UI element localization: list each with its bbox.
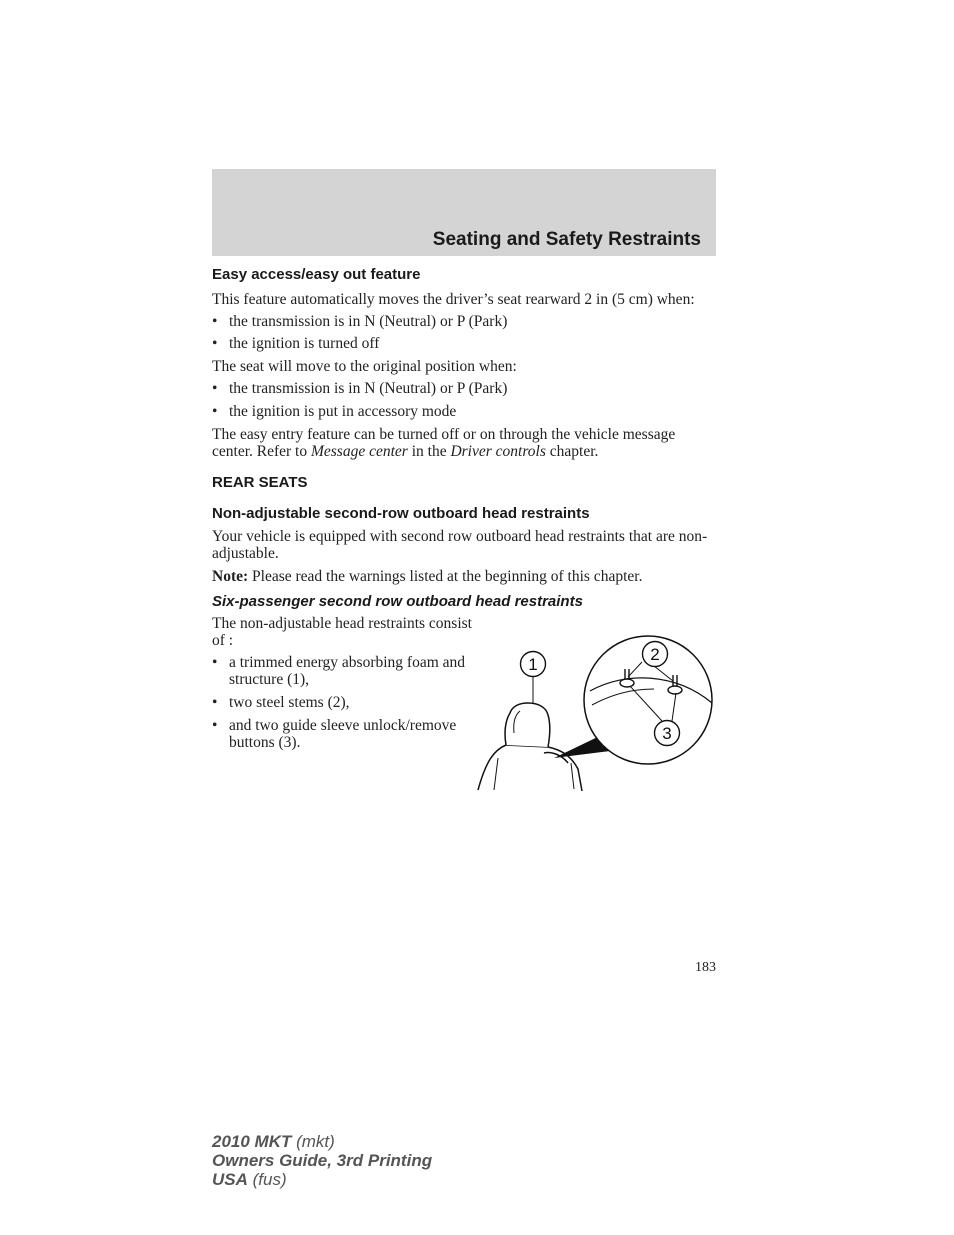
note-paragraph: [212, 568, 716, 585]
footer-model-code: (mkt): [291, 1132, 335, 1151]
list-item: • and two guide sleeve unlock/remove buttons (3).: [212, 717, 474, 751]
non-adjustable-heading: Non-adjustable second-row outboard head restraints: [212, 505, 590, 522]
footer-market-code: (fus): [247, 1170, 287, 1189]
closing-text-c: chapter.: [545, 443, 599, 460]
conditions-list-2: [212, 380, 716, 420]
conditions-list-1: [212, 313, 716, 352]
page-number: 183: [695, 960, 716, 975]
callout-1: [521, 652, 546, 677]
components-list: [212, 654, 474, 751]
easy-access-closing: [212, 426, 716, 460]
footer-line-3: [212, 1170, 432, 1189]
message-center-ref: Message center: [310, 443, 408, 460]
note-text: Please read the warnings listed at the beginning of this chapter.: [248, 568, 643, 585]
six-passenger-text: [212, 615, 474, 751]
list-item: • the transmission is in N (Neutral) or P (Park): [212, 380, 716, 397]
footer-model: 2010 MKT: [212, 1132, 292, 1151]
footer-market: USA: [212, 1170, 248, 1189]
rear-seats-heading: REAR SEATS: [212, 474, 308, 491]
footer-edition: [212, 1132, 432, 1189]
closing-text-b: in the: [407, 443, 451, 460]
list-item: • the ignition is turned off: [212, 335, 716, 352]
closing-text-a: The easy entry feature can be turned off or on through the vehicle message center. Refer to: [212, 426, 676, 460]
list-item: • two steel stems (2),: [212, 694, 474, 711]
easy-access-heading: Easy access/easy out feature: [212, 266, 421, 283]
callout-2-label: 2: [650, 645, 660, 664]
easy-access-intro: This feature automatically moves the driver’s seat rearward 2 in (5 cm) when:: [212, 291, 695, 308]
list-item: • a trimmed energy absorbing foam and structure (1),: [212, 654, 474, 688]
footer-line-1: [212, 1132, 432, 1151]
callout-2: [643, 642, 668, 667]
note-label: Note:: [212, 568, 249, 585]
callout-1-label: 1: [528, 655, 538, 674]
six-passenger-heading: Six-passenger second row outboard head restraints: [212, 593, 583, 610]
list-item: • the transmission is in N (Neutral) or P (Park): [212, 313, 716, 330]
callout-3-label: 3: [662, 724, 672, 743]
footer-line-2: [212, 1151, 432, 1170]
non-adjustable-text: Your vehicle is equipped with second row outboard head restraints that are non-adjustable.: [212, 528, 708, 562]
easy-access-middle: The seat will move to the original position when:: [212, 358, 517, 375]
section-header-band: [212, 169, 716, 256]
callout-3: [655, 721, 680, 746]
footer-guide: Owners Guide, 3rd Printing: [212, 1151, 433, 1170]
driver-controls-ref: Driver controls: [450, 443, 546, 460]
section-title: Seating and Safety Restraints: [432, 229, 701, 250]
head-restraint-illustration: [476, 633, 716, 793]
six-passenger-intro: The non-adjustable head restraints consist of :: [212, 615, 472, 649]
list-item: • the ignition is put in accessory mode: [212, 403, 716, 420]
